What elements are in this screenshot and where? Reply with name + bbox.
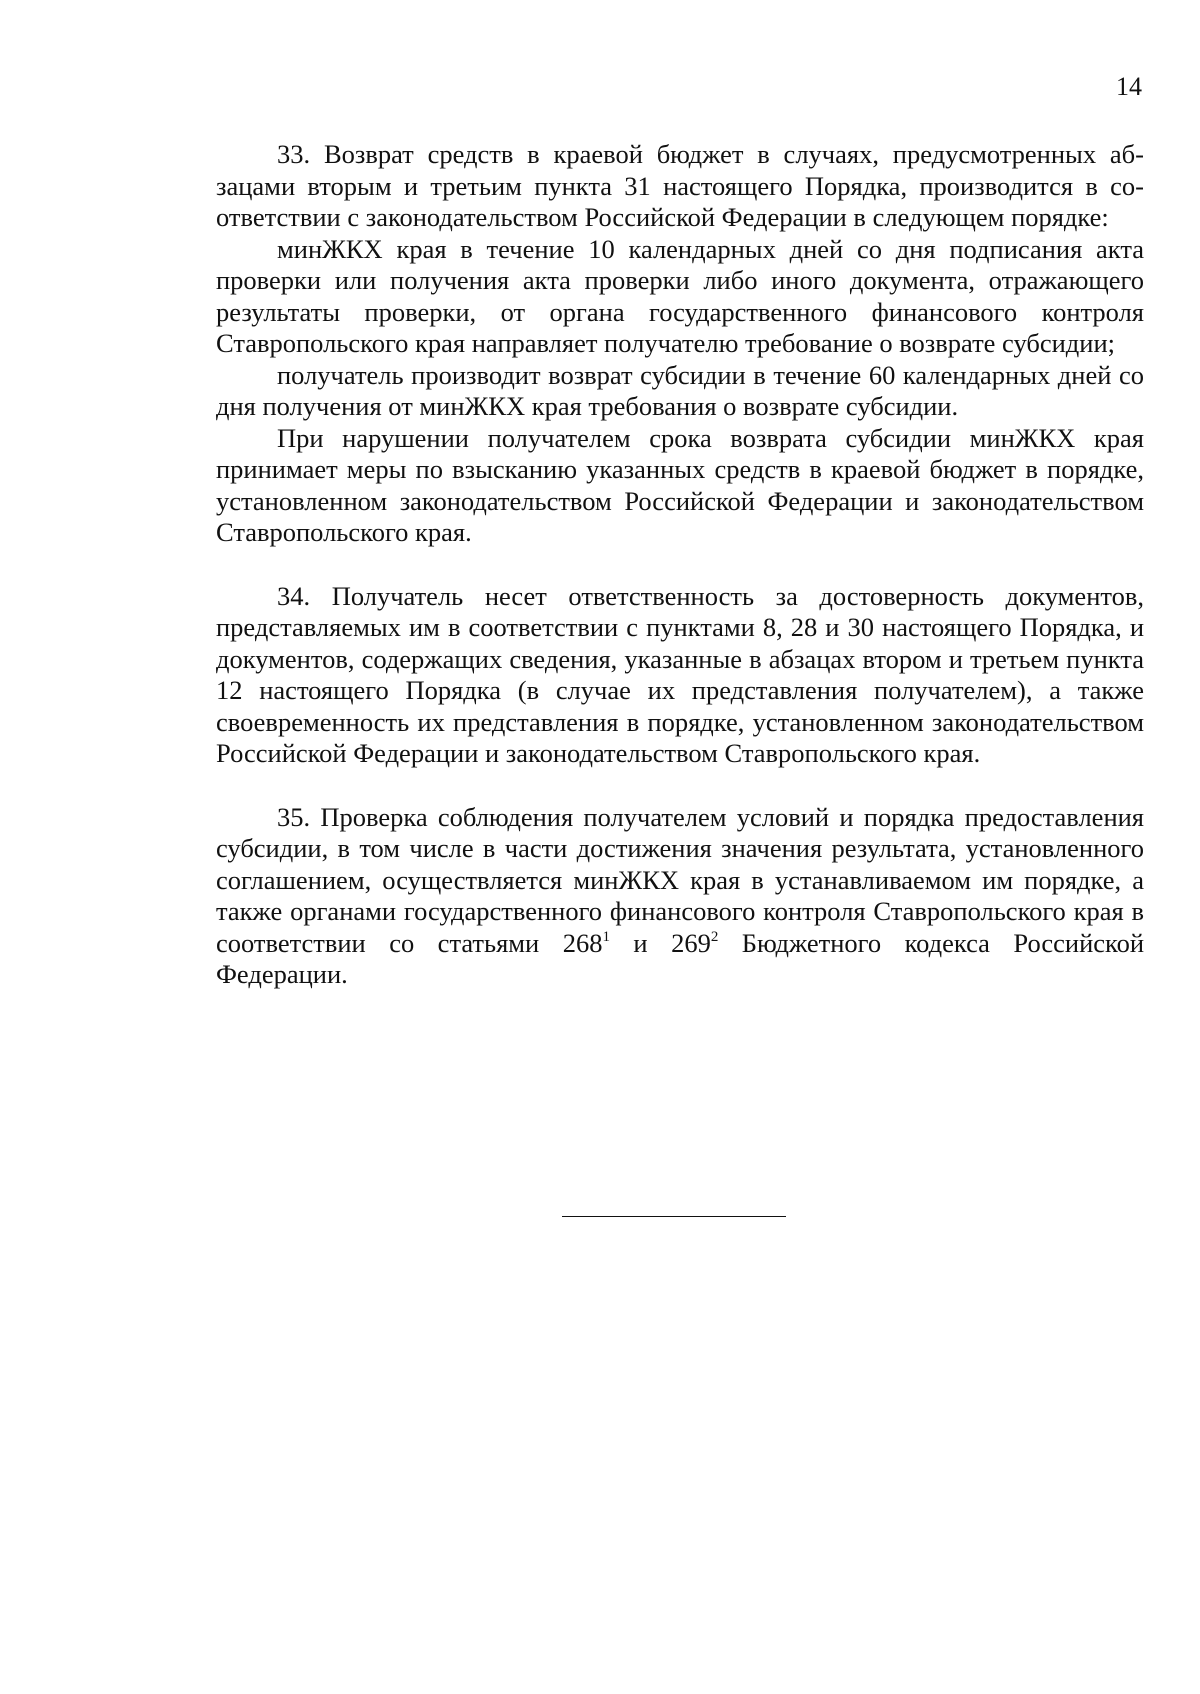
- end-of-document-rule: [562, 1216, 786, 1217]
- paragraph-33-violation: При нарушении получателем срока возврата субсидии минЖКХ края принимает меры по взысканию указанных средств в краевой бюджет в порядке, установленном законодательством Российской Федерации и законодательством Ставропольского края.: [216, 422, 1144, 547]
- paragraph-33-intro: 33. Возврат средств в краевой бюджет в случаях, предусмотренных абзацами вторым и третьим пункта 31 настоящего Порядка, производится в соответствии с законодательством Российской Федерации в следующем порядке:: [216, 139, 1144, 232]
- paragraph-35-text-part3: Бюджетного кодекса Российской Федерации.: [216, 927, 1144, 989]
- paragraph-33-recipient-duty: получатель производит возврат субсидии в течение 60 календарных дней со дня получения от минЖКХ края требования о возврате субсидии.: [216, 359, 1144, 421]
- document-body: [216, 139, 1144, 991]
- section-33: [216, 139, 1144, 549]
- section-35: [216, 802, 1144, 991]
- section-34: [216, 581, 1144, 770]
- article-269-superscript: 2: [710, 928, 719, 945]
- paragraph-35-text-part2: и 269: [609, 927, 711, 958]
- paragraph-34-responsibility: 34. Получатель несет ответственность за достоверность документов, представляемых им в соответствии с пунктами 8, 28 и 30 настоящего Порядка, и документов, содержащих сведения, указанные в абзацах втором и третьем пункта 12 настоящего Порядка (в случае их представления получателем), а также своевременность их представления в порядке, установленном законодательством Российской Федерации и законодательством Ставропольского края.: [216, 580, 1144, 768]
- section-spacer: [216, 770, 1144, 802]
- section-spacer: [216, 549, 1144, 581]
- article-268-superscript: 1: [602, 928, 610, 945]
- paragraph-35-text-part1: 35. Проверка соблюдения получателем условий и порядка предоставления субсидии, в том числе в части достижения значения результата, установленного соглашением, осуществляется минЖКХ края в устанавливаемом им порядке, а также органами государственного финансового контроля Ставропольского края в соответствии со статьями 268: [216, 801, 1144, 958]
- paragraph-33-minzhkh-duty: минЖКХ края в течение 10 календарных дней со дня подписания акта проверки или получения акта проверки либо иного документа, отражающего результаты проверки, от органа государственного финансового контроля Ставропольского края направляет получателю требование о возврате субсидии;: [216, 233, 1144, 358]
- paragraph-35-control: [216, 802, 1144, 991]
- page-number: 14: [1116, 72, 1142, 101]
